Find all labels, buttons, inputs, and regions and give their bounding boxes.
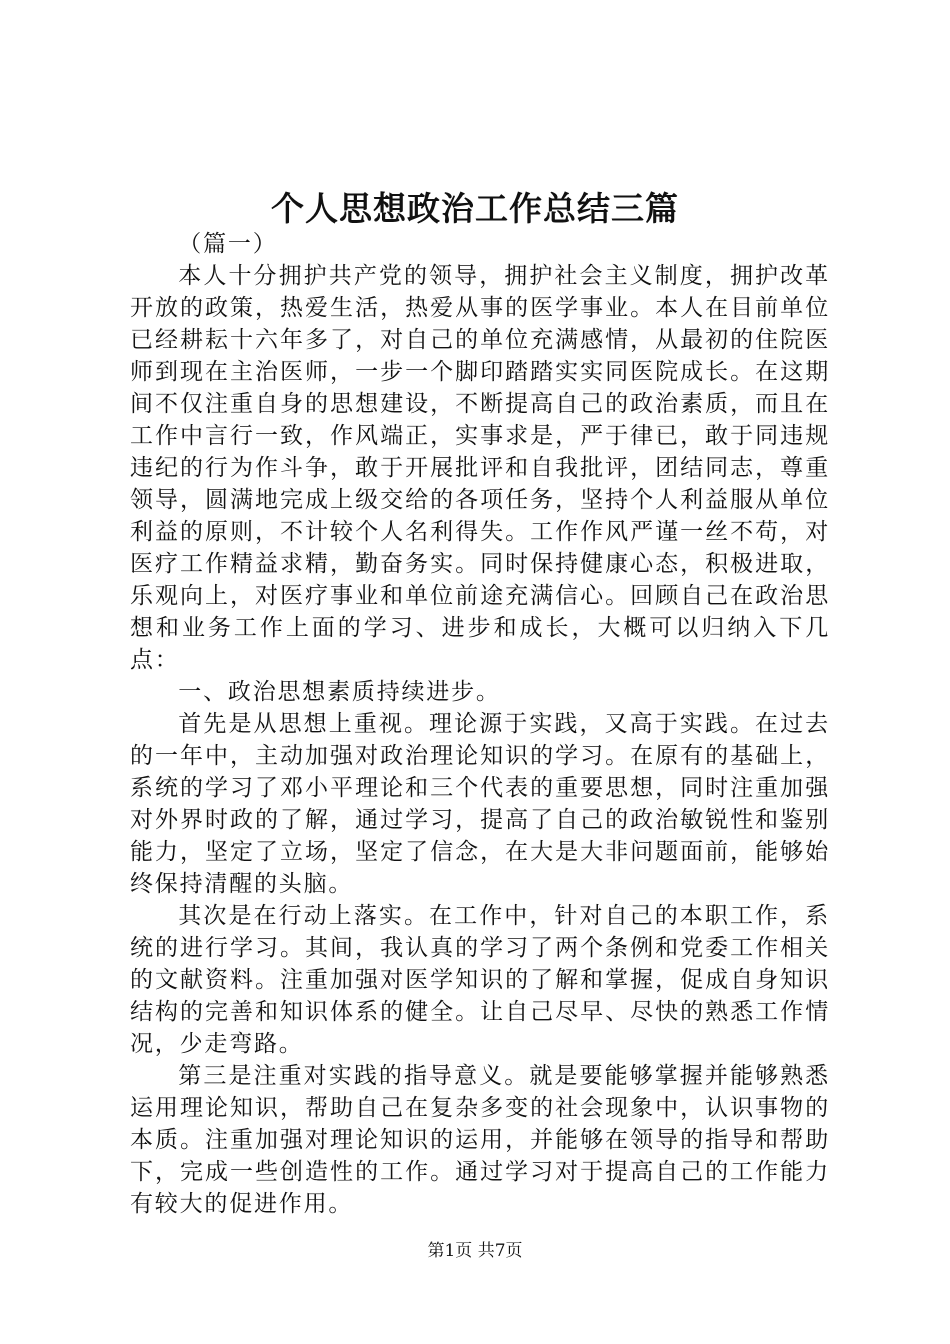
paragraph-intro: 本人十分拥护共产党的领导，拥护社会主义制度，拥护改革开放的政策，热爱生活，热爱从事的医学事业。本人在目前单位已经耕耘十六年多了，对自己的单位充满感情，从最初的住院医师到现在主治医师，一步一个脚印踏踏实实同医院成长。在这期间不仅注重自身的思想建设，不断提高自己的政治素质，而且在工作中言行一致，作风端正，实事求是，严于律已，敢于同违规违纪的行为作斗争，敢于开展批评和自我批评，团结同志，尊重领导，圆满地完成上级交给的各项任务，坚持个人利益服从单位利益的原则，不计较个人名利得失。工作作风严谨一丝不苟，对医疗工作精益求精，勤奋务实。同时保持健康心态，积极进取，乐观向上，对医疗事业和单位前途充满信心。回顾自己在政治思想和业务工作上面的学习、进步和成长，大概可以归纳入下几点： [130,263,830,673]
section-label: （篇一） [178,231,278,257]
page-footer: 第1页 共7页 [427,1241,523,1261]
paragraph-third: 第三是注重对实践的指导意义。就是要能够掌握并能够熟悉运用理论知识，帮助自己在复杂多变的社会现象中，认识事物的本质。注重加强对理论知识的运用，并能够在领导的指导和帮助下，完成一些创造性的工作。通过学习对于提高自己的工作能力有较大的促进作用。 [130,1063,830,1217]
paragraph-first: 首先是从思想上重视。理论源于实践，又高于实践。在过去的一年中，主动加强对政治理论知识的学习。在原有的基础上，系统的学习了邓小平理论和三个代表的重要思想，同时注重加强对外界时政的了解，通过学习，提高了自己的政治敏锐性和鉴别能力，坚定了立场，坚定了信念，在大是大非问题面前，能够始终保持清醒的头脑。 [130,711,830,897]
heading-political-progress: 一、政治思想素质持续进步。 [178,679,501,705]
paragraph-second: 其次是在行动上落实。在工作中，针对自己的本职工作，系统的进行学习。其间，我认真的学习了两个条例和党委工作相关的文献资料。注重加强对医学知识的了解和掌握，促成自身知识结构的完善和知识体系的健全。让自己尽早、尽快的熟悉工作情况，少走弯路。 [130,903,830,1057]
document-title: 个人思想政治工作总结三篇 [271,189,679,228]
document-body [130,228,830,1220]
